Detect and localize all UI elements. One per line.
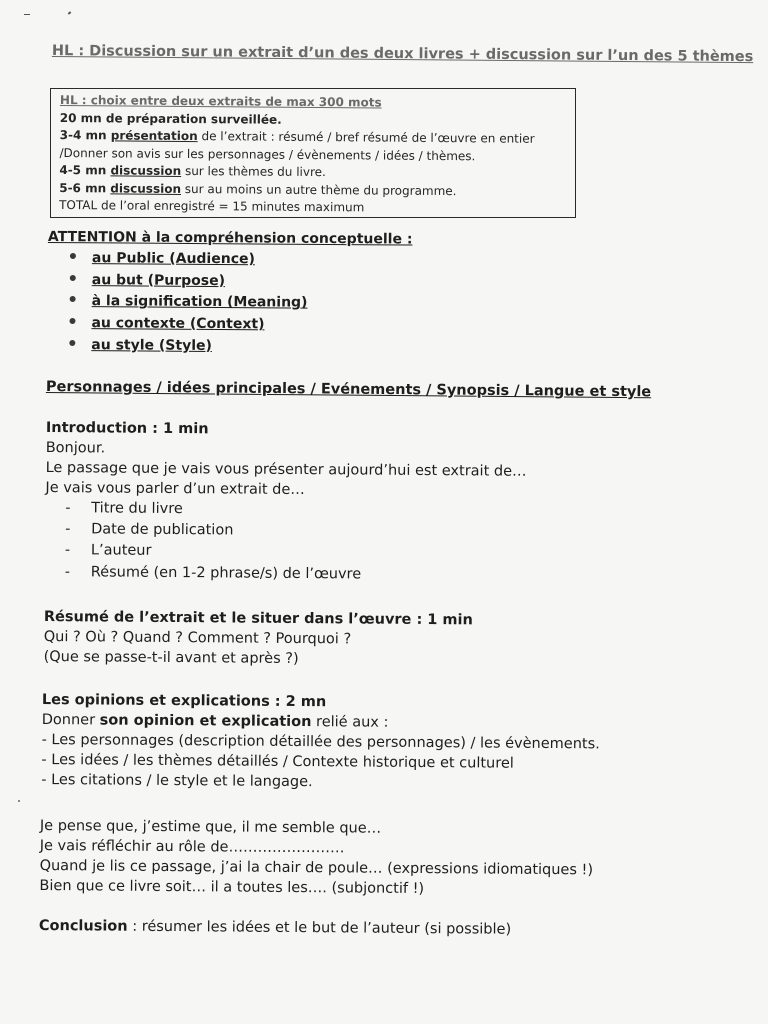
conclusion-label: Conclusion xyxy=(38,917,128,935)
list-item: au but (Purpose) xyxy=(70,270,308,293)
introduction-section xyxy=(45,418,527,587)
opinions-section xyxy=(41,690,600,794)
text-line: - Les idées / les thèmes détaillés / Contexte historique et culturel xyxy=(41,751,514,772)
bullet-icon xyxy=(70,296,76,302)
bullet-icon xyxy=(70,253,76,259)
attention-heading: ATTENTION à la compréhension conceptuelle : xyxy=(47,229,413,248)
text-line: - Les personnages (description détaillée des personnages) / les évènements. xyxy=(41,731,600,753)
box-line: TOTAL de l’oral enregistré = 15 minutes maximum xyxy=(59,197,365,215)
list-item: au Public (Audience) xyxy=(70,248,308,271)
text-line: Bien que ce livre soit… il a toutes les…. (subjonctif !) xyxy=(39,877,425,898)
hl-info-box xyxy=(50,88,576,218)
list-item: au style (Style) xyxy=(69,335,307,358)
resume-section xyxy=(44,607,473,670)
scan-mark xyxy=(68,11,72,14)
box-line: 5-6 mn discussion sur au moins un autre thème du programme. xyxy=(59,180,457,198)
text-line: Je pense que, j’estime que, il me semble que… xyxy=(39,817,382,837)
list-item: à la signification (Meaning) xyxy=(70,291,308,314)
box-line: 20 mn de préparation surveillée. xyxy=(59,110,282,127)
list-item: - Date de publication xyxy=(65,521,234,539)
text-line: Donner son opinion et explication relié aux : xyxy=(41,711,389,731)
topics-line: Personnages / idées principales / Evénements / Synopsis / Langue et style xyxy=(45,379,652,401)
section-heading: Les opinions et explications : 2 mn xyxy=(41,691,327,711)
bullet-icon xyxy=(69,318,75,324)
box-line: 3-4 mn présentation de l’extrait : résumé / bref résumé de l’œuvre en entier xyxy=(59,127,535,146)
text-line: Quand je lis ce passage, j’ai la chair de poule… (expressions idiomatiques !) xyxy=(39,857,594,879)
box-header: HL : choix entre deux extraits de max 300 mots xyxy=(59,92,382,110)
page-title: HL : Discussion sur un extrait d’un des deux livres + discussion sur l’un des 5 thèmes xyxy=(51,43,754,66)
text-line: Je vais réfléchir au rôle de…………………… xyxy=(39,837,345,857)
section-heading: Introduction : 1 min xyxy=(45,419,209,438)
list-item: - Résumé (en 1-2 phrase/s) de l’œuvre xyxy=(64,563,362,583)
text-line: - Les citations / le style et le langage. xyxy=(41,771,313,791)
section-heading: Résumé de l’extrait et le situer dans l’œuvre : 1 min xyxy=(43,608,473,629)
list-item: au contexte (Context) xyxy=(69,313,307,336)
text-line: Bonjour. xyxy=(45,439,106,457)
attention-list xyxy=(69,248,308,358)
text-line: Le passage que je vais vous présenter aujourd’hui est extrait de… xyxy=(45,459,527,480)
conclusion-text: : résumer les idées et le but de l’auteur (si possible) xyxy=(127,918,512,938)
list-item: - Titre du livre xyxy=(65,500,183,518)
text-line: Je vais vous parler d’un extrait de… xyxy=(45,479,305,499)
text-line: (Que se passe-t-il avant et après ?) xyxy=(43,648,299,668)
bullet-icon xyxy=(69,340,75,346)
scan-mark xyxy=(18,800,20,802)
box-line: 4-5 mn discussion sur les thèmes du livre. xyxy=(59,162,326,180)
phrases-section xyxy=(39,816,593,900)
conclusion-line xyxy=(39,916,511,940)
bullet-icon xyxy=(70,275,76,281)
scan-mark xyxy=(24,14,30,15)
list-item: - L’auteur xyxy=(64,542,152,560)
box-line: /Donner son avis sur les personnages / évènements / idées / thèmes. xyxy=(59,145,476,163)
text-line: Qui ? Où ? Quand ? Comment ? Pourquoi ? xyxy=(43,628,352,648)
